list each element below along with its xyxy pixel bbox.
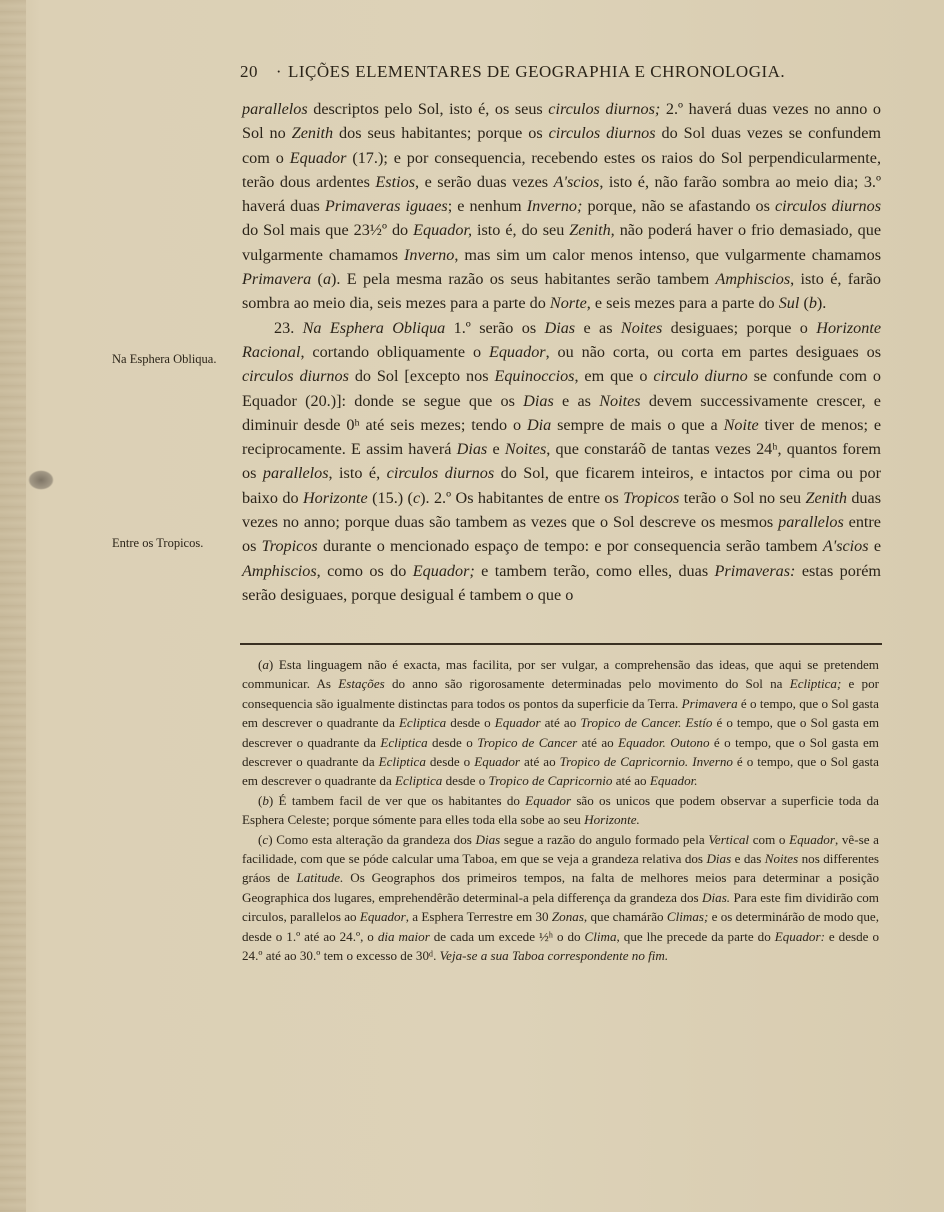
italic-run: parallelos: [242, 100, 308, 118]
text-run: , em que o: [574, 367, 654, 386]
italic-run: Horizonte Racional: [242, 318, 882, 361]
italic-run: Inverno: [692, 754, 733, 770]
italic-run: Ecliptica;: [789, 676, 842, 692]
text-run: , isto é,: [328, 464, 387, 483]
text-run: (17.); e por consequencia, recebendo estes os raios do Sol perpendicularmente, terão dous ardentes: [242, 148, 881, 191]
italic-run: Amphiscios: [242, 561, 317, 580]
italic-run: Estío: [685, 715, 713, 731]
italic-run: Norte: [549, 294, 587, 313]
text-run: (15.) (: [367, 488, 413, 507]
text-run: , cortando obliquamente o: [300, 342, 489, 361]
italic-run: circulos diurnos: [242, 367, 349, 386]
text-run: ) Esta linguagem não é exacta, mas facilita, por ser vulgar, a comprehensão das ideas, que aqui se pretendem communicar. As: [242, 657, 879, 692]
footnote-rule: [240, 643, 882, 645]
text-run: se confunde com o Equador (20.)]: donde se segue que os: [242, 367, 881, 410]
italic-run: parallelos: [778, 513, 844, 532]
text-run: devem successivamente crescer, e diminuir desde 0ʰ até seis mezes; tendo o: [242, 391, 881, 434]
italic-run: Inverno;: [526, 197, 583, 216]
italic-run: Equador;: [412, 561, 475, 580]
text-run: até ao: [612, 773, 650, 789]
text-run: do Sol duas vezes se confundem com o: [242, 124, 881, 167]
italic-run: Estações: [338, 676, 385, 692]
running-title: LIÇÕES ELEMENTARES DE GEOGRAPHIA E CHRONOLOGIA.: [288, 62, 786, 81]
main-text: [242, 97, 881, 607]
text-run: do anno são rigorosamente determinadas pelo movimento do Sol na: [384, 676, 790, 692]
italic-run: b: [808, 294, 817, 313]
italic-run: Outono: [670, 734, 710, 750]
text-run: descriptos pelo Sol, isto é, os seus: [307, 100, 549, 118]
italic-run: Equador: [789, 831, 835, 847]
italic-run: Veja-se a sua Taboa correspondente no fim.: [439, 948, 669, 964]
text-run: ).: [816, 294, 827, 313]
italic-run: Latitude.: [296, 870, 344, 886]
text-run: , e serão duas vezes: [415, 172, 554, 191]
text-run: desde o: [427, 734, 478, 750]
italic-run: Equador.: [618, 734, 666, 750]
text-run: duas vezes no anno; porque duas são tambem as vezes que o Sol descreve os mesmos: [242, 488, 881, 532]
text-run: dos seus habitantes; porque os: [333, 124, 549, 143]
text-run: (: [258, 657, 263, 672]
text-run: sempre de mais o que a: [551, 415, 724, 434]
text-run: , que chamárão: [583, 909, 667, 925]
text-run: desde o: [446, 715, 495, 731]
italic-run: Na Esphera Obliqua: [302, 318, 446, 337]
italic-run: Dias: [544, 318, 576, 337]
text-run: estas porém serão desiguaes, porque desigual é tambem o que o: [242, 561, 882, 604]
text-run: Os Geographos dos primeiros tempos, na falta de melhores meios para determinar a posição Geographica dos lugares, emprehendêrão determinal-a pela differença da grandeza dos: [242, 870, 879, 905]
footnote-a: [242, 655, 879, 791]
text-run: isto é, do seu: [472, 221, 570, 240]
italic-run: circulos diurnos: [774, 197, 881, 216]
text-run: entre os: [242, 513, 881, 556]
italic-run: Equador: [359, 909, 406, 925]
italic-run: Ecliptica: [395, 773, 443, 789]
text-run: até ao: [540, 715, 581, 731]
text-run: , que constaráõ de tantas vezes 24ʰ, quantos forem os: [242, 440, 882, 483]
text-run: ; e nenhum: [447, 197, 527, 216]
paragraph-continuation: [242, 97, 881, 316]
italic-run: Equador.: [649, 773, 698, 789]
italic-run: Horizonte: [302, 488, 368, 507]
italic-run: Horizonte.: [584, 812, 640, 828]
text-run: , ou não corta, ou corta em partes desiguaes os: [545, 342, 881, 361]
text-run: e tambem terão, como elles, duas: [474, 561, 715, 580]
italic-run: Primavera: [242, 270, 312, 289]
italic-run: Vertical: [708, 831, 750, 847]
text-run: até ao: [577, 734, 619, 750]
text-run: ) Como esta alteração da grandeza dos: [268, 831, 476, 847]
text-run: e das: [731, 851, 765, 867]
text-run: , que lhe precede da parte do: [616, 928, 775, 944]
italic-run: Ecliptica: [398, 715, 447, 731]
text-run: e: [487, 440, 505, 459]
text-run: ) É tambem facil de ver que os habitantes do: [268, 792, 526, 808]
text-run: 2.º haverá duas vezes no anno o Sol no: [242, 100, 881, 143]
text-run: (: [258, 792, 263, 808]
text-run: ). 2.º Os habitantes de entre os: [420, 488, 624, 507]
italic-run: Tropico de Capricornio: [488, 773, 613, 789]
italic-run: Equador: [525, 792, 572, 808]
text-run: , como os do: [316, 561, 413, 580]
text-run: desde o: [442, 773, 489, 789]
text-run: do Sol [excepto nos: [348, 367, 495, 386]
footnote-c: [242, 830, 879, 966]
italic-run: Tropicos: [623, 488, 680, 507]
text-run: e as: [553, 391, 600, 410]
italic-run: c: [412, 488, 421, 507]
text-run: é o tempo, que o Sol gasta em descrever o quadrante da: [242, 754, 879, 789]
italic-run: Dias: [706, 851, 732, 867]
italic-run: Noites: [504, 440, 547, 459]
text-run: , e seis mezes para a parte do: [586, 294, 779, 313]
italic-run: Clima: [584, 928, 617, 944]
text-run: com o: [749, 831, 790, 847]
italic-run: Amphiscios: [715, 270, 791, 289]
italic-run: Ecliptica: [378, 754, 426, 770]
italic-run: Noites: [620, 318, 663, 337]
italic-run: Tropico de Capricornio.: [559, 754, 689, 770]
text-run: (: [311, 270, 323, 289]
italic-run: Dias.: [702, 889, 731, 905]
italic-run: Estios: [375, 172, 415, 191]
italic-run: Climas;: [666, 909, 709, 925]
text-run: e por consequencia são igualmente distinctas para todos os pontos da superficie da Terra.: [242, 676, 879, 711]
text-run: são os unicos que podem observar a superficie toda da Esphera Celeste; porque sómente para elles toda ella sobe ao seu: [242, 792, 879, 828]
text-run: , vê-se a facilidade, com que se póde calcular uma Taboa, em que se veja a grandeza relativa dos: [242, 831, 879, 867]
text-run: de cada um excede ½ʰ o do: [429, 928, 585, 944]
text-run: e desde o 24.º até ao 30.º tem o excesso de 30ᵈ.: [242, 928, 879, 964]
ink-stain: [28, 470, 54, 490]
text-run: é o tempo, que o Sol gasta em descrever o quadrante da: [242, 715, 879, 750]
italic-run: parallelos: [262, 464, 329, 483]
italic-run: circulos diurnos: [386, 464, 495, 483]
text-run: , a Esphera Terrestre em 30: [405, 909, 552, 925]
italic-run: Inverno: [404, 245, 455, 264]
italic-run: Tropico de Cancer: [477, 734, 578, 750]
text-run: nos differentes gráos de: [242, 851, 879, 886]
italic-run: Equinoccios: [494, 367, 575, 386]
text-run: do Sol mais que 23½º do: [242, 221, 414, 240]
text-run: durante o mencionado espaço de tempo: e por consequencia serão tambem: [317, 537, 823, 556]
running-header: [240, 62, 880, 82]
text-run: terão o Sol no seu: [679, 488, 806, 507]
italic-run: b: [262, 792, 269, 808]
text-run: (: [799, 294, 809, 313]
italic-run: Sul: [778, 294, 800, 313]
italic-run: Primaveras iguaes: [324, 197, 448, 216]
text-run: até ao: [520, 754, 560, 770]
italic-run: A'scios: [822, 537, 869, 556]
text-run: 23.: [274, 318, 303, 337]
italic-run: a: [322, 270, 332, 289]
margin-note-entre-tropicos: Entre os Tropicos.: [112, 536, 204, 550]
text-run: desiguaes; porque o: [662, 318, 817, 337]
paragraph-23: [242, 316, 881, 608]
italic-run: Noite: [723, 415, 759, 434]
italic-run: Equador,: [413, 221, 473, 240]
text-run: , mas sim um calor menos intenso, que vulgarmente chamamos: [454, 245, 881, 264]
text-run: do Sol, que ficarem inteiros, e intactos por cima ou por baixo do: [242, 464, 881, 507]
header-separator: ·: [275, 62, 283, 81]
italic-run: Noites: [599, 391, 641, 410]
italic-run: Dias: [475, 831, 501, 847]
italic-run: dia maior: [377, 928, 430, 944]
page-number: 20: [240, 62, 258, 81]
italic-run: Noites: [764, 851, 799, 867]
page-binding-edge: [0, 0, 26, 1212]
text-run: (: [258, 831, 263, 847]
italic-run: Zenith: [805, 488, 847, 507]
text-run: e os determinárão de modo que, desde o 1.º até ao 24.º, o: [242, 909, 879, 944]
text-run: é o tempo, que o Sol gasta em descrever o quadrante da: [242, 734, 879, 770]
text-run: Para este fim dividirão com circulos, parallelos ao: [242, 889, 879, 925]
text-run: tiver de menos; e reciprocamente. E assim haverá: [242, 415, 882, 459]
text-run: desde o: [425, 754, 475, 770]
italic-run: Zenith,: [569, 221, 615, 240]
italic-run: circulos diurnos;: [548, 100, 661, 118]
italic-run: Dias: [523, 391, 554, 410]
italic-run: Dias: [456, 440, 488, 459]
text-run: segue a razão do angulo formado pela: [500, 831, 709, 847]
footnote-b: [242, 791, 879, 830]
italic-run: A'scios: [553, 172, 600, 191]
text-run: ). E pela mesma razão os seus habitantes serão tambem: [331, 270, 716, 289]
italic-run: Tropico de Cancer.: [580, 715, 682, 731]
text-run: e: [868, 537, 881, 556]
text-run: não poderá haver o frio demasiado, que vulgarmente chamamos: [242, 221, 882, 264]
italic-run: Primavera: [681, 695, 738, 711]
footnotes: [242, 655, 879, 966]
italic-run: a: [262, 657, 269, 672]
italic-run: Primaveras:: [714, 561, 796, 580]
text-run: e as: [575, 318, 621, 337]
text-run: porque, não se afastando os: [582, 197, 775, 216]
italic-run: Dia: [526, 415, 552, 434]
text-run: , isto é, não farão sombra ao meio dia; 3.º haverá duas: [242, 172, 881, 216]
italic-run: c: [262, 831, 269, 847]
italic-run: Equador: [289, 148, 347, 167]
italic-run: Equador: [474, 754, 521, 770]
italic-run: circulos diurnos: [548, 124, 656, 143]
italic-run: Zenith: [291, 124, 334, 143]
margin-note-esphera-obliqua: Na Esphera Obliqua.: [112, 352, 217, 366]
text-run: 1.º serão os: [445, 318, 545, 337]
italic-run: Tropicos: [261, 537, 318, 556]
italic-run: Equador:: [774, 928, 825, 944]
italic-run: circulo diurno: [653, 367, 748, 386]
text-run: , isto é, farão sombra ao meio dia, seis mezes para a parte do: [242, 270, 881, 313]
italic-run: Zonas: [551, 909, 584, 925]
italic-run: Ecliptica: [380, 734, 428, 750]
text-run: é o tempo, que o Sol gasta em descrever o quadrante da: [242, 695, 879, 731]
italic-run: Equador: [494, 715, 541, 731]
italic-run: Equador: [488, 342, 546, 361]
